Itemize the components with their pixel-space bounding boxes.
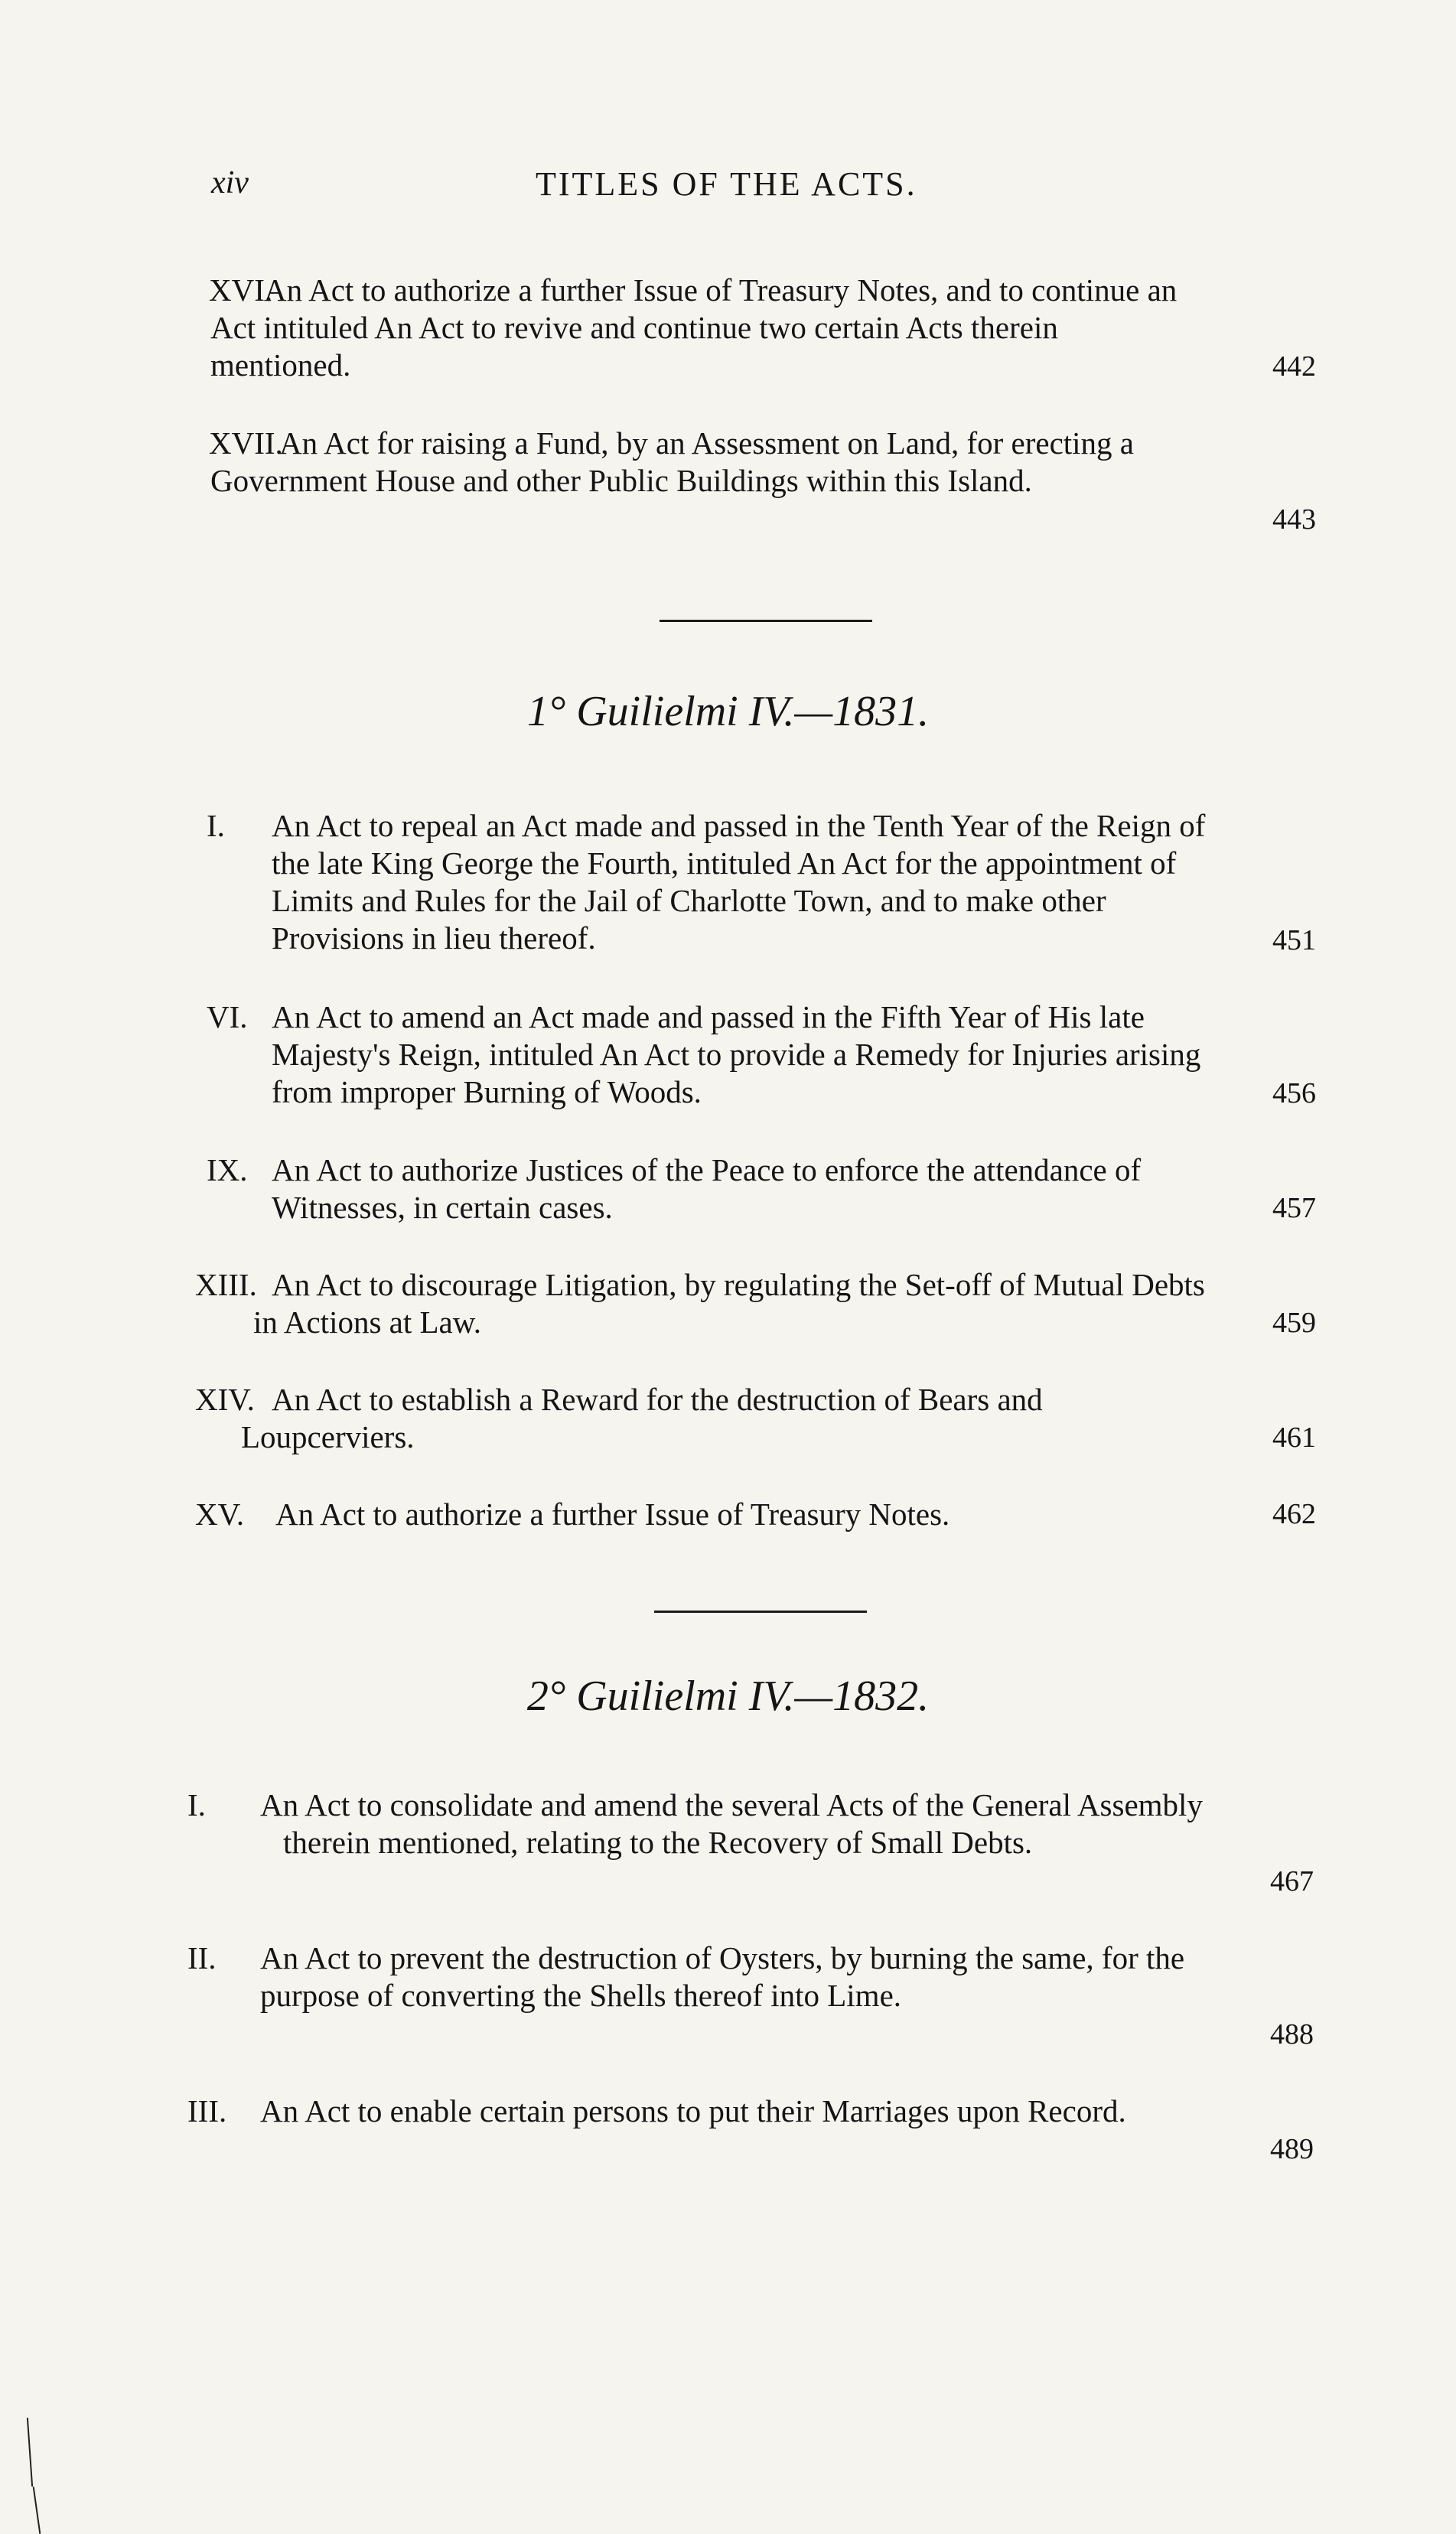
entry-page: 442 <box>1272 350 1316 383</box>
entry-i-1831 <box>0 807 1456 960</box>
entry-page: 459 <box>1272 1307 1316 1339</box>
entry-xv-1831 <box>0 1496 1456 1542</box>
section-1-entries <box>0 807 1456 1580</box>
entry-number: XV. <box>195 1497 245 1532</box>
entry-number: I. <box>187 1787 206 1822</box>
entry-i-1832 <box>0 1787 1456 1901</box>
entry-page: 443 <box>1272 503 1316 536</box>
scan-artifact-line <box>33 2487 41 2534</box>
entry-iii-1832 <box>0 2093 1456 2169</box>
section-0-entries <box>0 272 1456 578</box>
entry-text: An Act to establish a Reward for the destruction of Bears and Loupcerviers. <box>241 1382 1043 1454</box>
entry-page: 456 <box>1272 1077 1316 1109</box>
entry-number: IX. <box>207 1152 248 1187</box>
entry-number: II. <box>187 1940 217 1975</box>
entry-text: An Act to authorize a further Issue of Treasury Notes, and to continue an Act intituled An Act to revive and continue two certain Acts therein mentioned. <box>210 272 1178 383</box>
reign-heading-1832: 2° Guilielmi IV.—1832. <box>526 1673 930 1720</box>
entry-number: XVI. <box>209 272 273 308</box>
entry-xvii <box>0 425 1456 539</box>
entry-vi-1831 <box>0 998 1456 1113</box>
reign-heading-1831: 1° Guilielmi IV.—1831. <box>526 688 930 735</box>
entry-page: 457 <box>1272 1192 1316 1224</box>
entry-page: 451 <box>1272 924 1316 956</box>
page-header <box>0 164 1456 210</box>
entry-text: An Act for raising a Fund, by an Assessment on Land, for erecting a Government House and other Public Buildings within this Island. <box>210 425 1135 498</box>
section-divider <box>660 620 872 622</box>
entry-ix-1831 <box>0 1151 1456 1228</box>
entry-text: An Act to discourage Litigation, by regulating the Set-off of Mutual Debts in Actions at Law. <box>253 1267 1205 1340</box>
running-title: TITLES OF THE ACTS. <box>536 165 917 203</box>
scan-artifact-line <box>27 2418 33 2487</box>
entry-xiii-1831 <box>0 1266 1456 1343</box>
entry-text: An Act to consolidate and amend the several Acts of the General Assembly therein mentioned, relating to the Recovery of Small Debts. <box>260 1787 1203 1860</box>
entry-page: 461 <box>1272 1422 1316 1454</box>
entry-number: XVII. <box>209 425 283 461</box>
folio-number: xiv <box>211 165 249 200</box>
entry-xiv-1831 <box>0 1381 1456 1458</box>
entry-text: An Act to amend an Act made and passed in the Fifth Year of His late Majesty's Reign, intituled An Act to provide a Remedy for Injuries arising from improper Burning of Woods. <box>272 999 1201 1109</box>
entry-number: VI. <box>207 999 248 1034</box>
section-2-entries <box>0 1787 1456 2207</box>
entry-page: 462 <box>1272 1498 1316 1530</box>
entry-ii-1832 <box>0 1940 1456 2054</box>
entry-text: An Act to prevent the destruction of Oysters, by burning the same, for the purpose of converting the Shells thereof into Lime. <box>260 1940 1185 2013</box>
entry-number: XIV. <box>195 1382 255 1417</box>
section-divider <box>654 1611 867 1613</box>
entry-text: An Act to authorize a further Issue of Treasury Notes. <box>275 1497 950 1532</box>
entry-text: An Act to enable certain persons to put their Marriages upon Record. <box>260 2093 1126 2128</box>
entry-number: XIII. <box>195 1267 257 1302</box>
entry-page: 467 <box>1270 1865 1314 1897</box>
entry-page: 489 <box>1270 2133 1314 2165</box>
entry-number: III. <box>187 2093 227 2128</box>
entry-page: 488 <box>1270 2018 1314 2050</box>
entry-number: I. <box>207 808 225 843</box>
entry-text: An Act to repeal an Act made and passed in the Tenth Year of the Reign of the late King George the Fourth, intituled An Act for the appointment of Limits and Rules for the Jail of Charlotte Town, and to make other Provisions in lieu thereof. <box>272 808 1206 956</box>
entry-xvi <box>0 272 1456 386</box>
entry-text: An Act to authorize Justices of the Peace to enforce the attendance of Witnesses, in certain cases. <box>272 1152 1142 1225</box>
